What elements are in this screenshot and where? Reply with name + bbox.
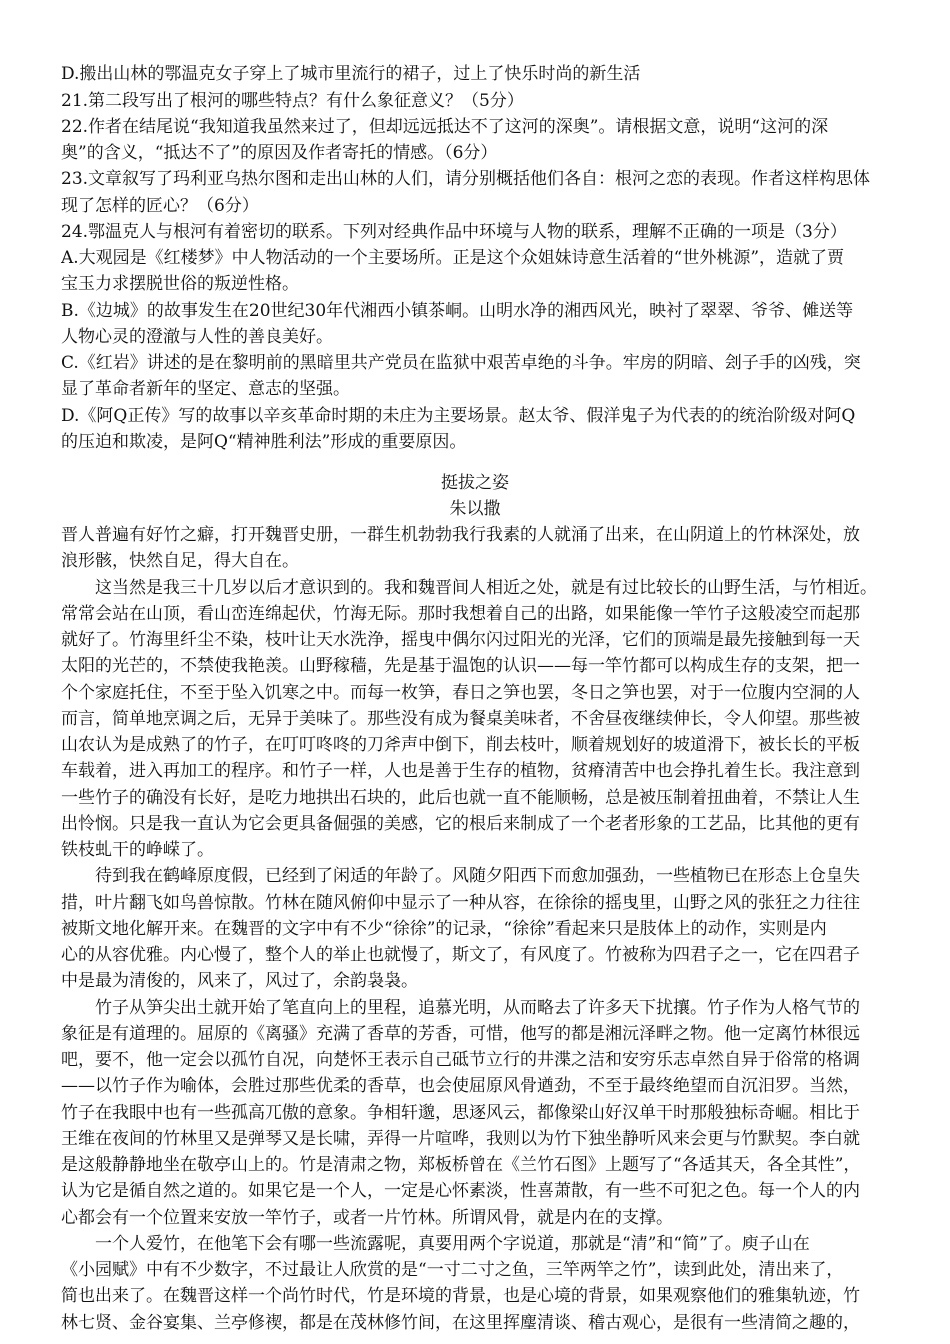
question-23-line-1: 23.文章叙写了玛利亚乌热尔图和走出山林的人们，请分别概括他们各自：根河之恋的表现。作者这样构思体 (61, 169, 871, 189)
article-line: 中是最为清俊的，风来了，风过了，余韵袅袅。 (61, 971, 418, 992)
article-line: 山农认为是成熟了的竹子，在叮叮咚咚的刀斧声中倒下，削去枝叶，顺着规划好的坡道滑下，被长长的平板 (61, 735, 860, 755)
article-line: 林七贤、金谷宴集、兰亭修禊，都是在茂林修竹间，在这里挥麈清谈、稽古观心，是很有一些清简之趣的， (61, 1312, 860, 1333)
question-21: 21.第二段写出了根河的哪些特点？有什么象征意义？（5分） (61, 91, 524, 111)
article-line: 出怜悯。只是我一直认为它会更具备倔强的美感，它的根后来制成了一个老者形象的工艺品，比其他的更有 (61, 813, 860, 834)
article-line: 一些竹子的确没有长好，是吃力地拱出石块的，此后也就一直不能顺畅，总是被压制着扭曲着，不禁让人生 (61, 787, 860, 808)
q24-option-c-line-1: C.《红岩》讲述的是在黎明前的黑暗里共产党员在监狱中艰苦卓绝的斗争。牢房的阴暗、刽子手的凶残，突 (61, 353, 861, 373)
q24-option-a-line-1: A.大观园是《红楼梦》中人物活动的一个主要场所。正是这个众姐妹诗意生活着的“世外桃源”，造就了贾 (61, 248, 845, 268)
q20-option-d: D.搬出山林的鄂温克女子穿上了城市里流行的裙子，过上了快乐时尚的新生活 (61, 64, 641, 84)
question-22-line-2: 奥”的含义，“抵达不了”的原因及作者寄托的情感。（6分） (61, 143, 498, 163)
question-24-stem: 24.鄂温克人与根河有着密切的联系。下列对经典作品中环境与人物的联系，理解不正确的一项是（3分） (61, 222, 847, 242)
article-line: 心的从容优雅。内心慢了，整个人的举止也就慢了，斯文了，有风度了。竹被称为四君子之一，它在四君子 (61, 945, 860, 965)
article-line: 认为它是循自然之道的。如果它是一个人，一定是心怀素淡，性喜萧散，有一些不可犯之色。每一个人的内 (61, 1181, 860, 1202)
question-22-line-1: 22.作者在结尾说“我知道我虽然来过了，但却远远抵达不了这河的深奥”。请根据文意，说明“这河的深 (61, 117, 829, 137)
article-line: 这当然是我三十几岁以后才意识到的。我和魏晋间人相近之处，就是有过比较长的山野生活，与竹相近。 (61, 577, 877, 598)
article-line: 铁枝虬干的峥嵘了。 (61, 840, 214, 860)
article-line: 王维在夜间的竹林里又是弹琴又是长啸，弄得一片喧哗，我则以为竹下独坐静听风来会更与竹默契。李白就 (61, 1128, 860, 1149)
article-line: 被斯文地化解开来。在魏晋的文字中有不少“徐徐”的记录，“徐徐”看起来只是肢体上的动作，实则是内 (61, 918, 827, 939)
article-line: 常常会站在山顶，看山峦连绵起伏，竹海无际。那时我想着自己的出路，如果能像一竿竹子这般凌空而起那 (61, 603, 860, 624)
article-line: 是这般静静地坐在敬亭山上的。竹是清肃之物，郑板桥曾在《兰竹石图》上题写了“各适其天，各全其性”， (61, 1155, 861, 1175)
q24-option-b-line-1: B.《边城》的故事发生在20世纪30年代湘西小镇茶峒。山明水净的湘西风光，映衬了翠翠、爷爷、傩送等 (61, 301, 854, 321)
article-line: 竹子从笋尖出土就开始了笔直向上的里程，追慕光明，从而略去了许多天下扰攘。竹子作为人格气节的 (61, 997, 860, 1018)
article-line: 吧，要不，他一定会以孤竹自况，向楚怀王表示自己砥节立行的井渫之洁和安穷乐志卓然自异于俗常的格调 (61, 1050, 860, 1070)
q24-option-d-line-1: D.《阿Q正传》写的故事以辛亥革命时期的未庄为主要场景。赵太爷、假洋鬼子为代表的的统治阶级对阿Q (61, 406, 856, 426)
article-line: 一个人爱竹，在他笔下会有哪一些流露呢，真要用两个字说道，那就是“清”和“简”了。庾子山在 (61, 1233, 810, 1254)
article-line: 太阳的光芒的，不禁使我艳羡。山野稼穑，先是基于温饱的认识——每一竿竹都可以构成生存的支架，把一 (61, 656, 860, 677)
article-line: 《小园赋》中有不少数字，不过最让人欣赏的是“一寸二寸之鱼，三竿两竿之竹”，读到此处，清出来了， (61, 1260, 844, 1280)
article-line: 待到我在鹤峰原度假，已经到了闲适的年龄了。风随夕阳西下而愈加强劲，一些植物已在形态上仓皇失 (61, 866, 860, 887)
article-line: 浪形骸，快然自足，得大自在。 (61, 551, 299, 572)
article-title: 挺拔之姿 (441, 473, 509, 493)
article-line: 车载着，进入再加工的程序。和竹子一样，人也是善于生存的植物，贫瘠清苦中也会挣扎着生长。我注意到 (61, 761, 860, 782)
q24-option-a-line-2: 宝玉力求摆脱世俗的叛逆性格。 (61, 274, 299, 294)
article-line: 竹子在我眼中也有一些孤高兀傲的意象。争相轩邈，思逐风云，都像梁山好汉单干时那般独标奇崛。相比于 (61, 1102, 860, 1123)
q24-option-d-line-2: 的压迫和欺凌，是阿Q“精神胜利法”形成的重要原因。 (61, 432, 467, 452)
article-line: 象征是有道理的。屈原的《离骚》充满了香草的芳香，可惜，他写的都是湘沅泽畔之物。他一定离竹林很远 (61, 1023, 860, 1044)
article-line: 晋人普遍有好竹之癖，打开魏晋史册，一群生机勃勃我行我素的人就涌了出来，在山阴道上的竹林深处，放 (61, 525, 860, 545)
article-line: 个个家庭托住，不至于坠入饥寒之中。而每一枚笋，春日之笋也罢，冬日之笋也罢，对于一位腹内空洞的人 (61, 682, 860, 703)
article-line: 就好了。竹海里纤尘不染，枝叶让天水洗浄，摇曳中偶尔闪过阳光的光泽，它们的顶端是最先接触到每一天 (61, 630, 860, 650)
article-line: 而言，简单地烹调之后，无异于美味了。那些没有成为餐桌美味者，不舍昼夜继续伸长，令人仰望。那些被 (61, 708, 860, 729)
article-author: 朱以撒 (449, 499, 501, 519)
article-line: 措，叶片翻飞如鸟兽惊散。竹林在随风俯仰中显示了一种从容，在徐徐的摇曳里，山野之风的张狂之力往往 (61, 892, 860, 913)
article-line: 心都会有一个位置来安放一竿竹子，或者一片竹林。所谓风骨，就是内在的支撑。 (61, 1207, 673, 1228)
q24-option-b-line-2: 人物心灵的澄澈与人性的善良美好。 (61, 327, 333, 347)
article-line: 简也出来了。在魏晋这样一个尚竹时代，竹是环境的背景，也是心境的背景，如果观察他们的雅集轨迹，竹 (61, 1286, 860, 1307)
question-23-line-2: 现了怎样的匠心？（6分） (61, 196, 259, 216)
q24-option-c-line-2: 显了革命者新年的坚定、意志的坚强。 (61, 379, 350, 399)
article-line: ——以竹子作为喻体，会胜过那些优柔的香草，也会使屈原风骨遒劲，不至于最终绝望而自沉汨罗。当然， (61, 1076, 860, 1097)
